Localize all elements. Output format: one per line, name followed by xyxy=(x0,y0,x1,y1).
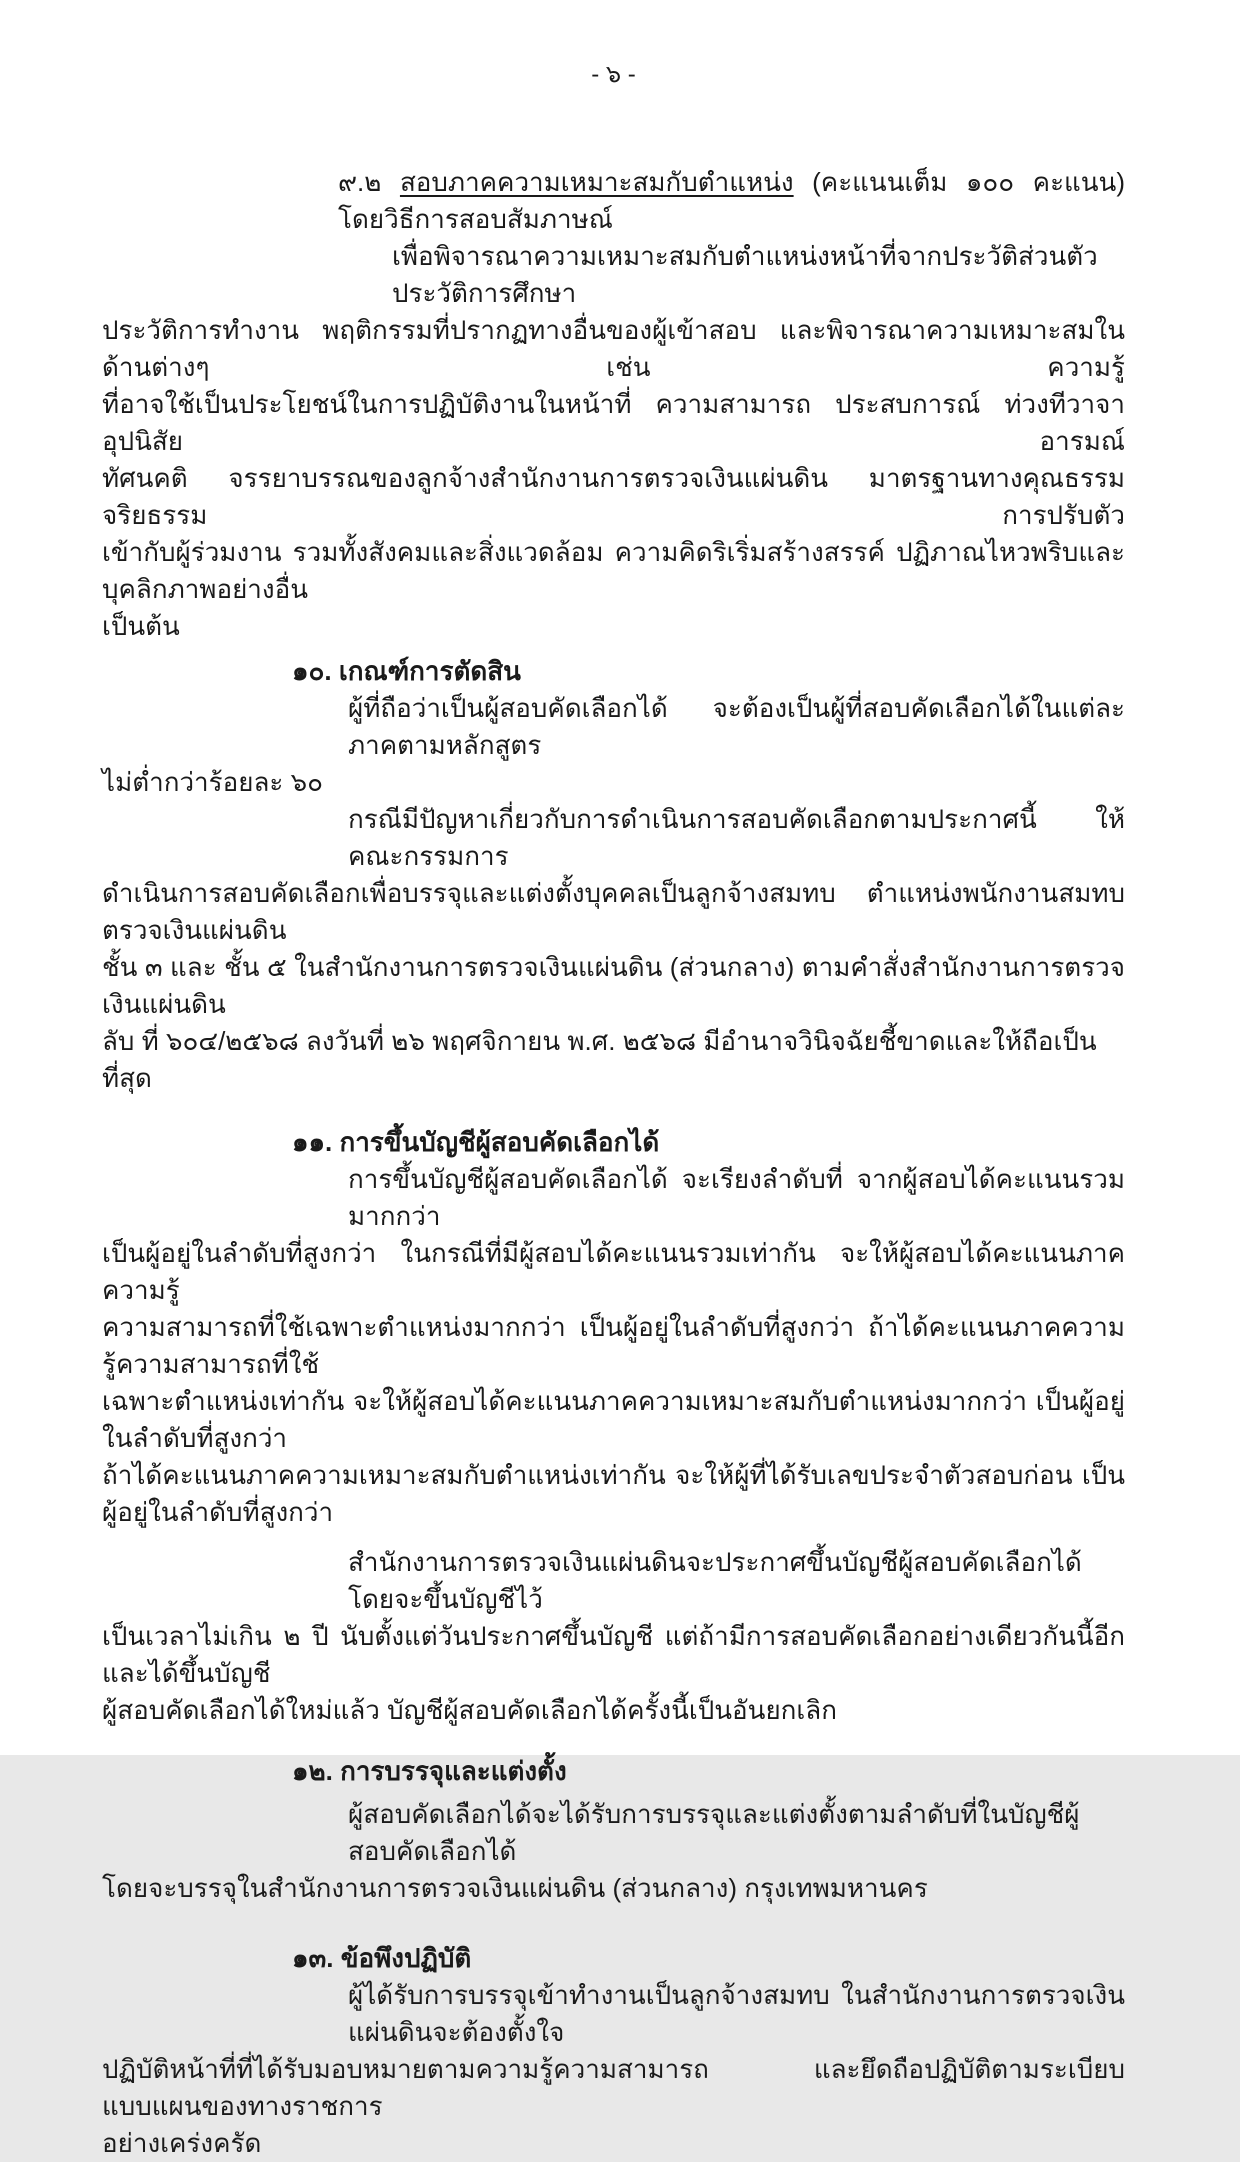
text-line: ที่อาจใช้เป็นประโยชน์ในการปฏิบัติงานในหน้าที่ ความสามารถ ประสบการณ์ ท่วงทีวาจา อุปนิสัย อารมณ์ xyxy=(102,389,1125,456)
document-body xyxy=(102,164,1125,2162)
text-line: ผู้ที่ถือว่าเป็นผู้สอบคัดเลือกได้ จะต้องเป็นผู้ที่สอบคัดเลือกได้ในแต่ละภาคตามหลักสูตร xyxy=(348,693,1125,760)
underlined-phrase: สอบภาคความเหมาะสมกับตำแหน่ง xyxy=(399,167,794,197)
text-line: ผู้ได้รับการบรรจุเข้าทำงานเป็นลูกจ้างสมทบ ในสำนักงานการตรวจเงินแผ่นดินจะต้องตั้งใจ xyxy=(348,1980,1125,2047)
clause-number: ๙.๒ xyxy=(338,167,400,197)
text-line: เฉพาะตำแหน่งเท่ากัน จะให้ผู้สอบได้คะแนนภาคความเหมาะสมกับตำแหน่งมากกว่า เป็นผู้อยู่ในลำดับที่สูงกว่า xyxy=(102,1386,1125,1453)
text-line: ผู้สอบคัดเลือกได้จะได้รับการบรรจุและแต่งตั้งตามลำดับที่ในบัญชีผู้สอบคัดเลือกได้ xyxy=(348,1799,1080,1866)
text-line: เป็นผู้อยู่ในลำดับที่สูงกว่า ในกรณีที่มีผู้สอบได้คะแนนรวมเท่ากัน จะให้ผู้สอบได้คะแนนภาคความรู้ xyxy=(102,1238,1125,1305)
text-line xyxy=(102,164,1125,238)
text-line: ชั้น ๓ และ ชั้น ๕ ในสำนักงานการตรวจเงินแผ่นดิน (ส่วนกลาง) ตามคำสั่งสำนักงานการตรวจเงินแผ่นดิน xyxy=(102,952,1125,1019)
text-line: ปฏิบัติหน้าที่ที่ได้รับมอบหมายตามความรู้ความสามารถ และยึดถือปฏิบัติตามระเบียบแบบแผนของทางราชการ xyxy=(102,2054,1125,2121)
text-line: เพื่อพิจารณาความเหมาะสมกับตำแหน่งหน้าที่จากประวัติส่วนตัว ประวัติการศึกษา xyxy=(392,241,1098,308)
text-line: ประวัติการทำงาน พฤติกรรมที่ปรากฏทางอื่นของผู้เข้าสอบ และพิจารณาความเหมาะสมในด้านต่างๆ เช่น ความรู้ xyxy=(102,315,1125,382)
text-line: เป็นเวลาไม่เกิน ๒ ปี นับตั้งแต่วันประกาศขึ้นบัญชี แต่ถ้ามีการสอบคัดเลือกอย่างเดียวกันนี้อีก และได้ขึ้นบัญชี xyxy=(102,1621,1125,1688)
text-line: เป็นต้น xyxy=(102,611,180,641)
text-line: อย่างเคร่งครัด xyxy=(102,2128,262,2158)
text-line: ดำเนินการสอบคัดเลือกเพื่อบรรจุและแต่งตั้งบุคคลเป็นลูกจ้างสมทบ ตำแหน่งพนักงานสมทบตรวจเงินแผ่นดิน xyxy=(102,878,1125,945)
page-number: - ๖ - xyxy=(591,61,636,88)
section-heading: ๑๐. เกณฑ์การตัดสิน xyxy=(292,656,521,686)
section-heading: ๑๒. การบรรจุและแต่งตั้ง xyxy=(292,1756,567,1786)
text-line: ความสามารถที่ใช้เฉพาะตำแหน่งมากกว่า เป็นผู้อยู่ในลำดับที่สูงกว่า ถ้าได้คะแนนภาคความรู้ความสามารถที่ใช้ xyxy=(102,1312,1125,1379)
text-line: กรณีมีปัญหาเกี่ยวกับการดำเนินการสอบคัดเลือกตามประกาศนี้ ให้คณะกรรมการ xyxy=(348,804,1125,871)
section-heading: ๑๓. ข้อพึงปฏิบัติ xyxy=(292,1943,472,1973)
text-line: ทัศนคติ จรรยาบรรณของลูกจ้างสำนักงานการตรวจเงินแผ่นดิน มาตรฐานทางคุณธรรมจริยธรรม การปรับตัว xyxy=(102,463,1125,530)
text-line: เข้ากับผู้ร่วมงาน รวมทั้งสังคมและสิ่งแวดล้อม ความคิดริเริ่มสร้างสรรค์ ปฏิภาณไหวพริบและบุคลิกภาพอย่างอื่น xyxy=(102,537,1125,604)
text-line: สำนักงานการตรวจเงินแผ่นดินจะประกาศขึ้นบัญชีผู้สอบคัดเลือกได้ โดยจะขึ้นบัญชีไว้ xyxy=(348,1547,1082,1614)
text-line: ลับ ที่ ๖๐๔/๒๕๖๘ ลงวันที่ ๒๖ พฤศจิกายน พ.ศ. ๒๕๖๘ มีอำนาจวินิจฉัยชี้ขาดและให้ถือเป็นที่สุด xyxy=(102,1026,1097,1093)
section-heading: ๑๑. การขึ้นบัญชีผู้สอบคัดเลือกได้ xyxy=(292,1127,660,1157)
text-line: ไม่ต่ำกว่าร้อยละ ๖๐ xyxy=(102,767,323,797)
text-line: ผู้สอบคัดเลือกได้ใหม่แล้ว บัญชีผู้สอบคัดเลือกได้ครั้งนี้เป็นอันยกเลิก xyxy=(102,1695,837,1725)
clause-text: (คะแนนเต็ม ๑๐๐ คะแนน) โดยวิธีการสอบสัมภาษณ์ xyxy=(338,167,1125,234)
text-line: ถ้าได้คะแนนภาคความเหมาะสมกับตำแหน่งเท่ากัน จะให้ผู้ที่ได้รับเลขประจำตัวสอบก่อน เป็นผู้อยู่ในลำดับที่สูงกว่า xyxy=(102,1460,1125,1527)
text-line: โดยจะบรรจุในสำนักงานการตรวจเงินแผ่นดิน (ส่วนกลาง) กรุงเทพมหานคร xyxy=(102,1873,928,1903)
text-line: การขึ้นบัญชีผู้สอบคัดเลือกได้ จะเรียงลำดับที่ จากผู้สอบได้คะแนนรวมมากกว่า xyxy=(348,1164,1125,1231)
